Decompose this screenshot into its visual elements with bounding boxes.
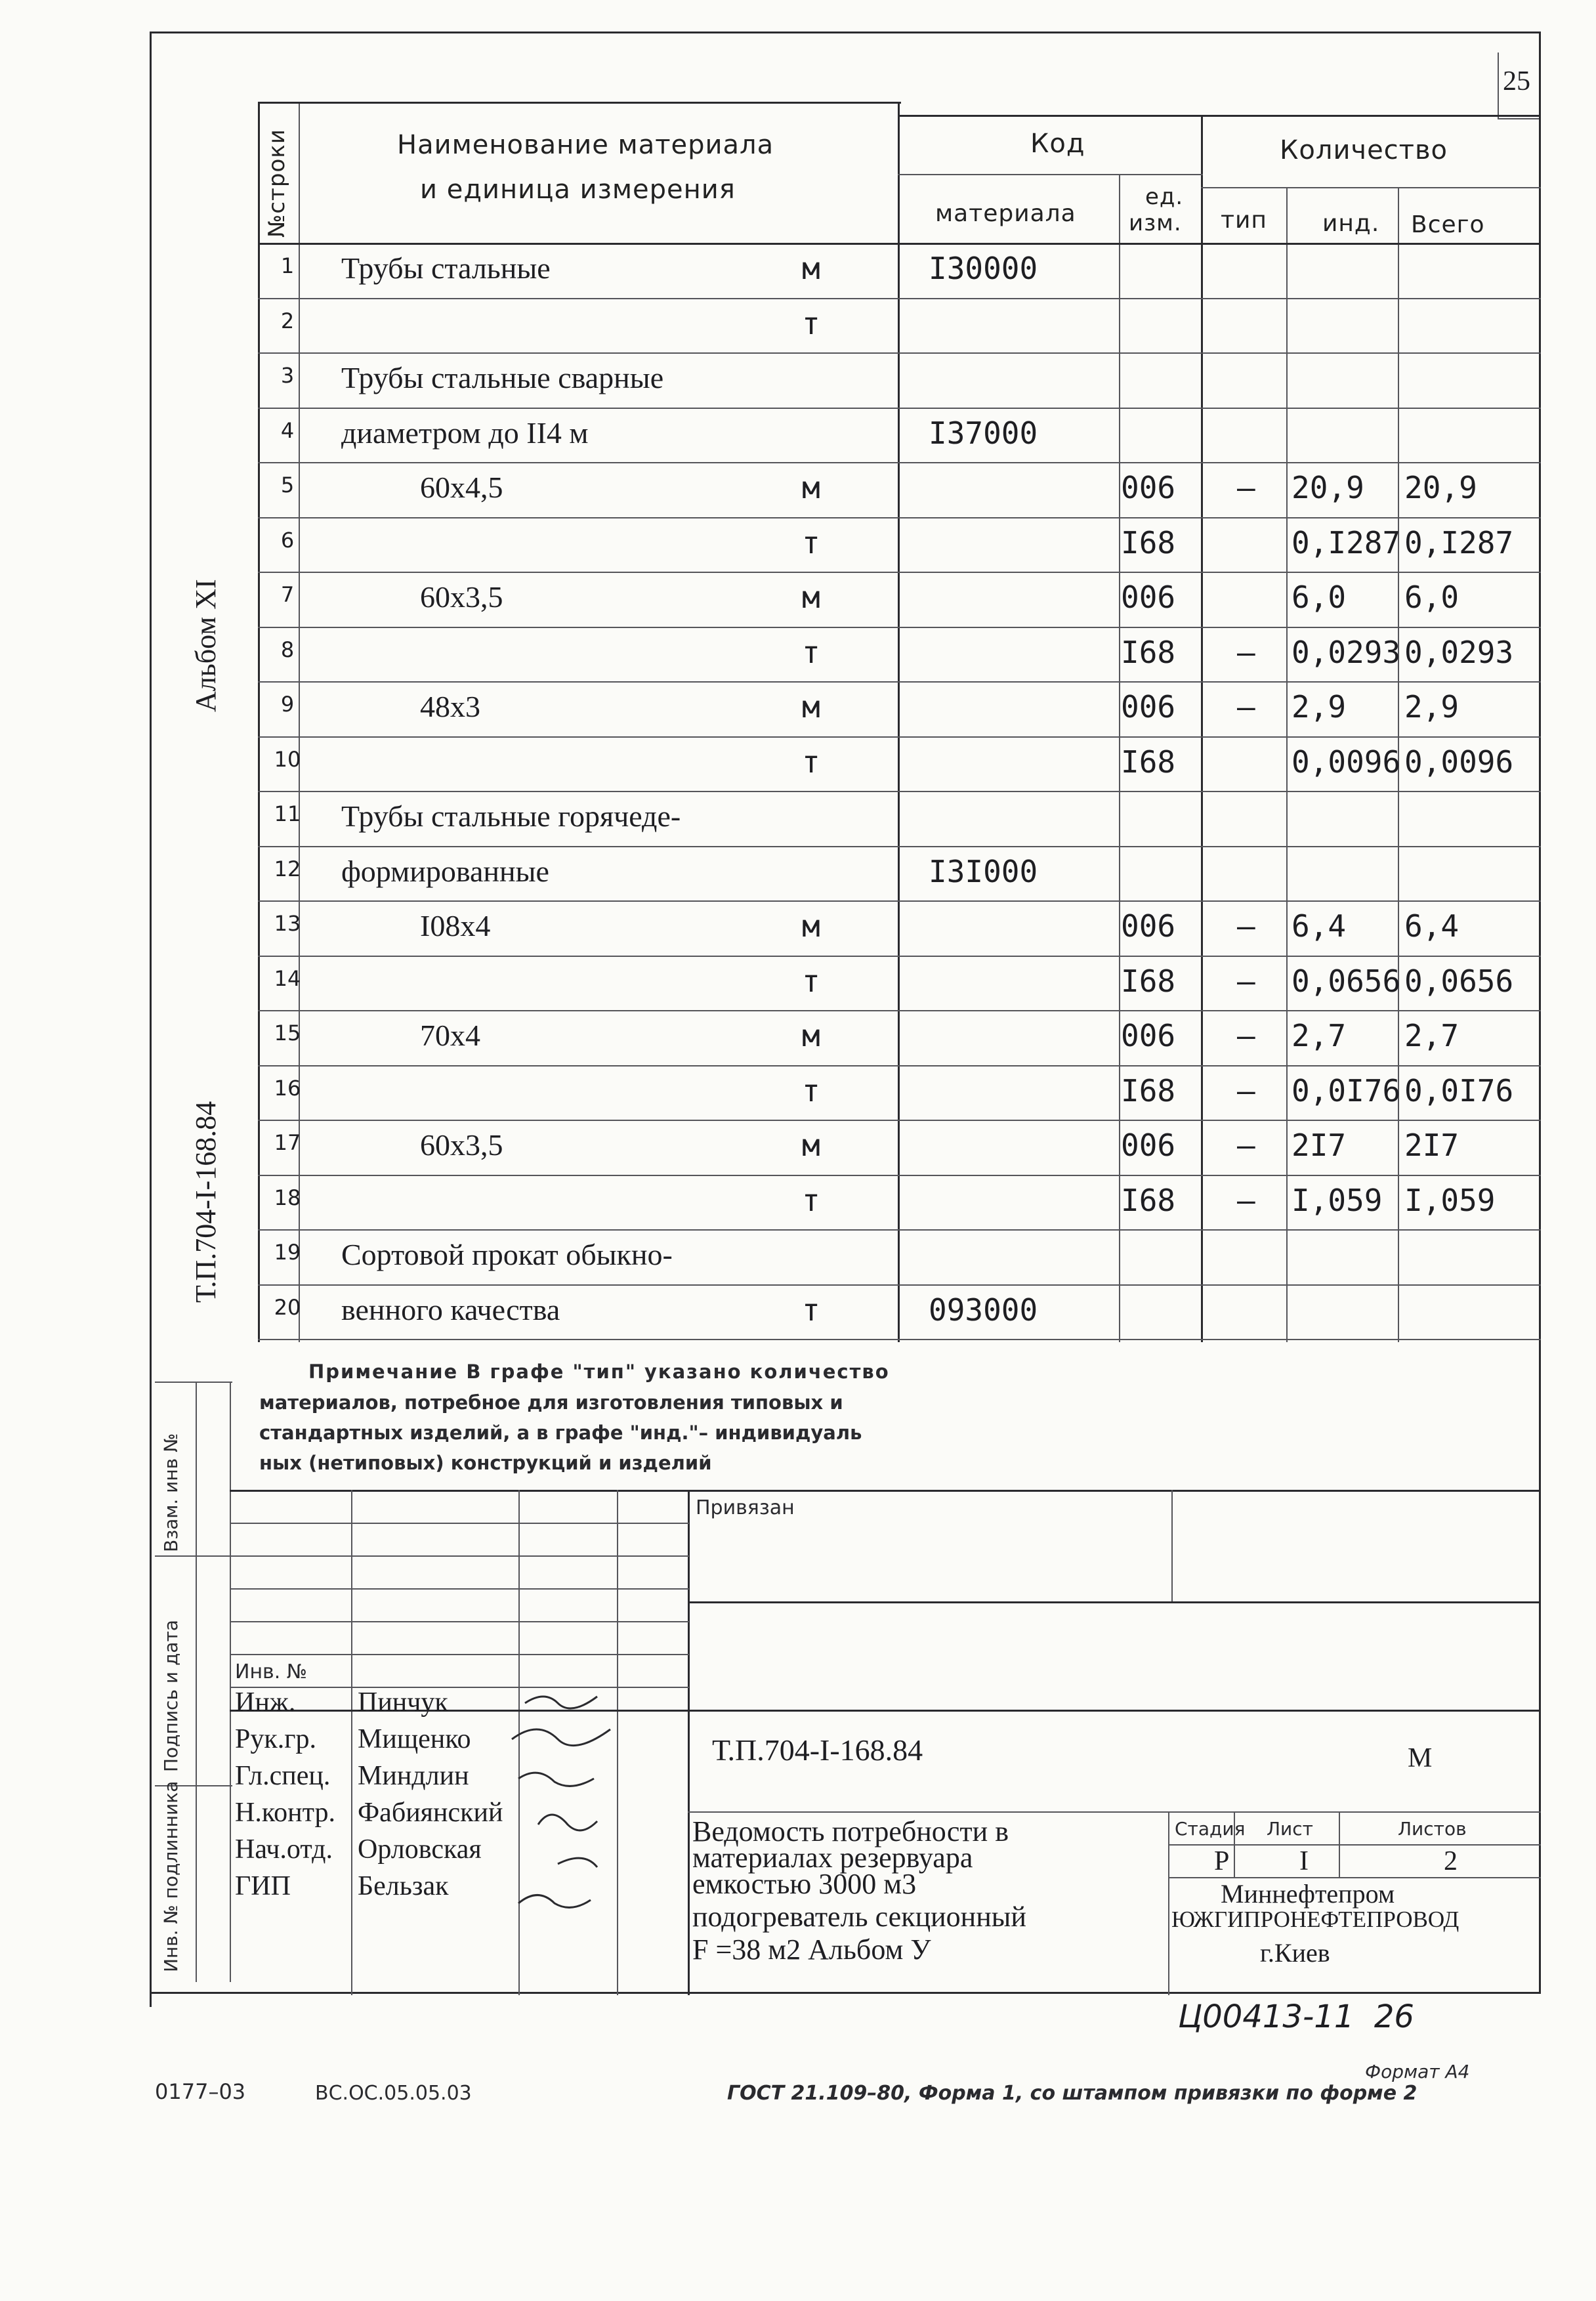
row-5-n: 5	[280, 473, 295, 497]
row-13-total: 6,4	[1404, 908, 1460, 944]
stamp-title-4: подогреватель секционный	[692, 1901, 1026, 1933]
row-11-name: Трубы стальные горячеде-	[341, 799, 681, 833]
row-16-ed: I68	[1121, 1073, 1176, 1108]
header-row-no: №строки	[264, 129, 290, 238]
stamp-person-3-name: Миндлин	[358, 1761, 469, 1791]
row-16-total: 0,0I76	[1404, 1073, 1514, 1108]
row-10-n: 10	[274, 747, 301, 772]
row-16-unit: т	[802, 1073, 820, 1108]
row-15-ed: 006	[1121, 1018, 1176, 1053]
stamp-person-4-role: Н.контр.	[235, 1798, 335, 1828]
stamp-person-5-name: Орловская	[358, 1834, 482, 1865]
stamp-list-value: I	[1299, 1846, 1309, 1876]
row-9-type: –	[1237, 689, 1255, 725]
stamp-privyazan: Привязан	[696, 1496, 795, 1519]
header-code-unit-1: ед.	[1145, 184, 1184, 210]
row-20-mat: 093000	[929, 1292, 1038, 1328]
row-13-n: 13	[274, 911, 301, 936]
stamp-person-6-role: ГИП	[235, 1871, 291, 1901]
row-18-type: –	[1237, 1183, 1255, 1218]
row-14-unit: т	[802, 963, 820, 999]
row-12-mat: I3I000	[929, 854, 1038, 889]
row-5-name: 60x4,5	[420, 471, 503, 504]
row-4-mat: I37000	[929, 415, 1038, 451]
row-20-name: венного качества	[341, 1293, 560, 1326]
row-7-ind: 6,0	[1292, 580, 1347, 615]
stamp-org-2: ЮЖГИПРОНЕФТЕПРОВОД	[1171, 1907, 1460, 1932]
row-15-name: 70x4	[420, 1019, 480, 1052]
header-quantity: Количество	[1280, 135, 1448, 165]
stamp-person-2-name: Мищенко	[358, 1724, 471, 1754]
row-13-unit: м	[802, 908, 820, 944]
row-15-unit: м	[802, 1018, 820, 1053]
stamp-person-2-role: Рук.гр.	[235, 1724, 316, 1754]
row-7-unit: м	[802, 580, 820, 615]
stamp-title-5: F =38 м2 Альбом У	[692, 1933, 931, 1966]
row-9-ind: 2,9	[1292, 689, 1347, 725]
row-2-n: 2	[280, 308, 295, 333]
row-2-unit: т	[802, 306, 820, 341]
row-18-n: 18	[274, 1185, 301, 1210]
page-number: 25	[1503, 66, 1530, 96]
row-17-total: 2I7	[1404, 1128, 1460, 1163]
row-9-n: 9	[280, 692, 295, 717]
stamp-listov-value: 2	[1444, 1846, 1458, 1876]
row-6-n: 6	[280, 528, 295, 553]
row-1-unit: м	[802, 251, 820, 286]
stamp-list: Лист	[1267, 1818, 1313, 1840]
row-14-n: 14	[274, 966, 301, 991]
side-album: Альбом XI	[190, 579, 222, 712]
row-10-ind: 0,0096	[1292, 744, 1401, 780]
row-14-ind: 0,0656	[1292, 963, 1401, 999]
row-10-total: 0,0096	[1404, 744, 1514, 780]
row-8-unit: т	[802, 635, 820, 670]
row-6-ed: I68	[1121, 525, 1176, 560]
row-8-total: 0,0293	[1404, 635, 1514, 670]
footer-mid-code: ВС.ОС.05.05.03	[315, 2082, 472, 2105]
row-18-ind: I,059	[1292, 1183, 1383, 1218]
row-5-unit: м	[802, 470, 820, 505]
row-14-ed: I68	[1121, 963, 1176, 999]
header-code-material: материала	[935, 200, 1076, 227]
row-13-name: I08x4	[420, 909, 491, 942]
row-6-total: 0,I287	[1404, 525, 1514, 560]
row-1-name: Трубы стальные	[341, 251, 551, 285]
row-17-unit: м	[802, 1128, 820, 1163]
row-17-n: 17	[274, 1130, 301, 1155]
row-12-n: 12	[274, 856, 301, 881]
header-code: Код	[1030, 129, 1085, 159]
row-5-total: 20,9	[1404, 470, 1477, 505]
row-13-ed: 006	[1121, 908, 1176, 944]
row-1-mat: I30000	[929, 251, 1038, 286]
row-5-ind: 20,9	[1292, 470, 1364, 505]
row-10-ed: I68	[1121, 744, 1176, 780]
row-9-name: 48x3	[420, 690, 480, 723]
row-18-total: I,059	[1404, 1183, 1496, 1218]
stamp-person-6-name: Бельзак	[358, 1871, 449, 1901]
stamp-person-5-role: Нач.отд.	[235, 1834, 333, 1865]
row-12-name: формированные	[341, 855, 549, 888]
note-line2: материалов, потребное для изготовления типовых и	[259, 1391, 843, 1414]
header-type: тип	[1221, 207, 1267, 234]
stamp-listov: Листов	[1398, 1818, 1467, 1840]
row-8-ind: 0,0293	[1292, 635, 1401, 670]
row-8-ed: I68	[1121, 635, 1176, 670]
row-9-ed: 006	[1121, 689, 1176, 725]
row-7-name: 60x3,5	[420, 580, 503, 614]
row-20-n: 20	[274, 1295, 301, 1320]
header-ind: инд.	[1322, 210, 1380, 237]
stamp-title-2: материалах резервуара	[692, 1842, 973, 1874]
row-15-n: 15	[274, 1021, 301, 1045]
row-9-unit: м	[802, 689, 820, 725]
row-5-ed: 006	[1121, 470, 1176, 505]
row-6-ind: 0,I287	[1292, 525, 1401, 560]
row-18-unit: т	[802, 1183, 820, 1218]
side-inv: Инв. № подлинника	[160, 1781, 182, 1972]
row-7-n: 7	[280, 582, 295, 607]
row-16-n: 16	[274, 1076, 301, 1101]
row-16-type: –	[1237, 1073, 1255, 1108]
footer-format: Формат А4	[1365, 2061, 1470, 2082]
stamp-stadiya-value: Р	[1214, 1846, 1230, 1876]
row-14-total: 0,0656	[1404, 963, 1514, 999]
row-14-type: –	[1237, 963, 1255, 999]
stamp-person-4-name: Фабиянский	[358, 1798, 503, 1828]
row-17-ed: 006	[1121, 1128, 1176, 1163]
footer-gost: ГОСТ 21.109–80, Форма 1, со штампом привязки по форме 2	[727, 2082, 1418, 2105]
row-7-ed: 006	[1121, 580, 1176, 615]
row-13-type: –	[1237, 908, 1255, 944]
note-line3: стандартных изделий, а в графе "инд."– индивидуаль	[259, 1422, 862, 1444]
note-line1: Примечание В графе "тип" указано количество	[308, 1361, 890, 1383]
header-name-line2: и единица измерения	[420, 175, 736, 205]
row-16-ind: 0,0I76	[1292, 1073, 1401, 1108]
stamp-person-1-name: Пинчук	[358, 1687, 448, 1718]
side-podp: Подпись и дата	[160, 1620, 182, 1772]
row-9-total: 2,9	[1404, 689, 1460, 725]
row-19-name: Сортовой прокат обыкно-	[341, 1238, 673, 1271]
row-15-ind: 2,7	[1292, 1018, 1347, 1053]
row-18-ed: I68	[1121, 1183, 1176, 1218]
stamp-person-3-role: Гл.спец.	[235, 1761, 331, 1791]
row-17-ind: 2I7	[1292, 1128, 1347, 1163]
row-3-name: Трубы стальные сварные	[341, 361, 664, 394]
side-vzam: Взам. инв №	[160, 1433, 182, 1552]
stamp-org-1: Миннефтепром	[1221, 1879, 1395, 1909]
footer-left-code: 0177–03	[155, 2079, 246, 2104]
row-15-total: 2,7	[1404, 1018, 1460, 1053]
handwritten-code: Ц00413-11 26	[1178, 1998, 1414, 2035]
stamp-stadiya: Стадия	[1175, 1818, 1246, 1840]
stamp-person-1-role: Инж.	[235, 1687, 296, 1718]
row-5-type: –	[1237, 470, 1255, 505]
header-name-line1: Наименование материала	[397, 130, 774, 160]
row-3-n: 3	[280, 363, 295, 388]
row-10-unit: т	[802, 744, 820, 780]
row-17-name: 60x3,5	[420, 1128, 503, 1162]
row-4-n: 4	[280, 418, 295, 443]
row-19-n: 19	[274, 1240, 301, 1265]
row-13-ind: 6,4	[1292, 908, 1347, 944]
note-line4: ных (нетиповых) конструкций и изделий	[259, 1452, 712, 1474]
row-17-type: –	[1237, 1128, 1255, 1163]
stamp-title-1: Ведомость потребности в	[692, 1815, 1009, 1847]
row-7-total: 6,0	[1404, 580, 1460, 615]
row-6-unit: т	[802, 525, 820, 560]
row-1-n: 1	[280, 253, 295, 278]
stamp-inv-no: Инв. №	[235, 1660, 308, 1683]
stamp-org-3: г.Киев	[1260, 1938, 1330, 1968]
row-11-n: 11	[274, 801, 301, 826]
row-20-unit: т	[802, 1292, 820, 1328]
header-total: Всего	[1411, 211, 1485, 238]
stamp-title-3: емкостью 3000 м3	[692, 1868, 917, 1900]
stamp-letter: М	[1408, 1743, 1433, 1773]
row-8-type: –	[1237, 635, 1255, 670]
row-15-type: –	[1237, 1018, 1255, 1053]
stamp-doc-code: Т.П.704-I-168.84	[712, 1733, 923, 1767]
row-8-n: 8	[280, 637, 295, 662]
side-doc-code: Т.П.704-I-168.84	[190, 1101, 222, 1303]
row-4-name: диаметром до II4 м	[341, 416, 589, 450]
header-code-unit-2: изм.	[1129, 210, 1182, 236]
